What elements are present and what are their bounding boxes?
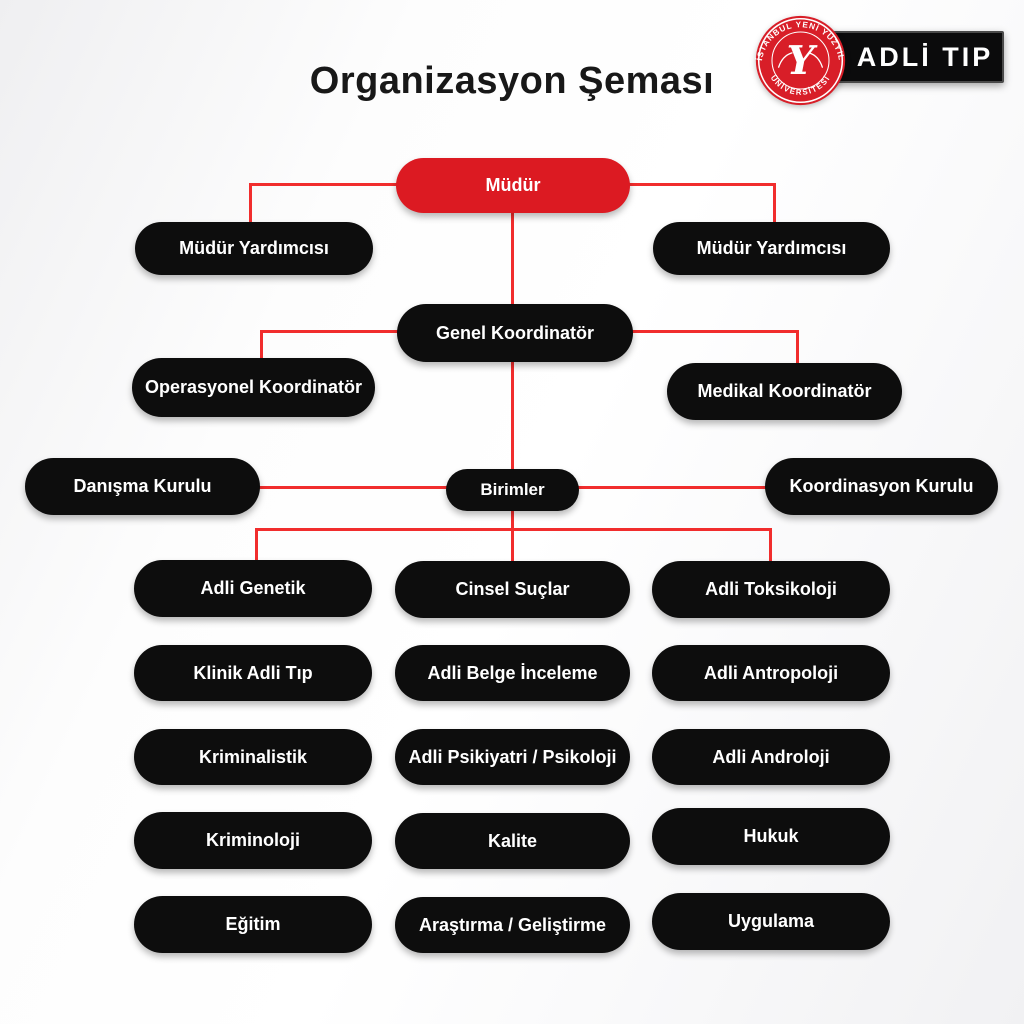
node-adli-toksikoloji [652,561,890,618]
connector-line [511,361,514,471]
connector-line [258,486,448,489]
node-hukuk [652,808,890,865]
node-mudur-yardimcisi-sag [653,222,890,275]
node-kriminalistik [134,729,372,785]
node-label: Adli Genetik [200,578,306,598]
node-label: Cinsel Suçlar [455,579,570,599]
connector-line [249,183,397,186]
seal-text-bottom: ÜNİVERSİTESİ [768,73,833,97]
connector-line [511,510,514,530]
node-mudur [396,158,630,213]
node-label: Müdür Yardımcısı [179,238,329,258]
node-medikal-koordinator [667,363,902,420]
connector-line [632,330,799,333]
node-egitim [134,896,372,953]
node-label: Adli Toksikoloji [705,579,837,599]
node-genel-koordinator [397,304,633,362]
connector-line [578,486,767,489]
node-adli-androloji [652,729,890,785]
node-label: Klinik Adli Tıp [193,662,313,683]
university-seal-icon [753,13,848,108]
connector-line [255,528,258,562]
node-klinik-adli-tip [134,645,372,701]
node-label: Genel Koordinatör [435,322,594,343]
connector-line [769,528,772,562]
node-label: Adli Belge İnceleme [427,662,598,683]
node-birimler [446,469,579,511]
node-danisma-kurulu [25,458,260,515]
connector-line [796,330,799,365]
node-label: Hukuk [743,826,799,846]
node-label: Adli Antropoloji [703,662,839,683]
node-kriminoloji [134,812,372,869]
connector-line [773,183,776,224]
seal-text-top: İSTANBUL YENİ YÜZYIL [754,20,847,62]
seal-monogram: Y [786,37,815,84]
node-label: Kalite [487,830,538,851]
node-label: Araştırma / Geliştirme [418,914,607,935]
node-cinsel-suclar [395,561,630,618]
node-adli-genetik [134,560,372,617]
node-adli-belge-inceleme [395,645,630,701]
node-operasyonel-koordinator [132,358,375,417]
university-logo [753,13,1013,113]
node-label: Eğitim [225,914,281,934]
connector-line [249,183,252,224]
connector-line [511,212,514,306]
node-arastirma-gelistirme [395,897,630,953]
connector-line [629,183,776,186]
node-label: Danışma Kurulu [73,476,212,496]
connector-line [260,330,263,360]
page-title: Organizasyon Şeması [309,60,715,102]
node-label: Adli Psikiyatri / Psikoloji [408,746,617,767]
node-label: Operasyonel Koordinatör [144,377,363,397]
department-banner-label: ADLİ TIP [856,41,994,72]
node-uygulama [652,893,890,950]
node-label: Adli Androloji [712,746,830,767]
node-label: Müdür [485,175,541,195]
node-kalite [395,813,630,869]
connector-line [260,330,398,333]
node-mudur-yardimcisi-sol [135,222,373,275]
node-adli-antropoloji [652,645,890,701]
node-label: Kriminalistik [198,746,308,767]
node-label: Birimler [480,480,545,499]
connector-line [511,528,514,562]
node-adli-psikiyatri-psikoloji [395,729,630,785]
node-label: Medikal Koordinatör [697,381,872,401]
node-label: Koordinasyon Kurulu [789,476,974,496]
node-label: Müdür Yardımcısı [696,238,847,258]
node-label: Uygulama [727,911,815,931]
node-koordinasyon-kurulu [765,458,998,515]
node-label: Kriminoloji [206,830,300,850]
